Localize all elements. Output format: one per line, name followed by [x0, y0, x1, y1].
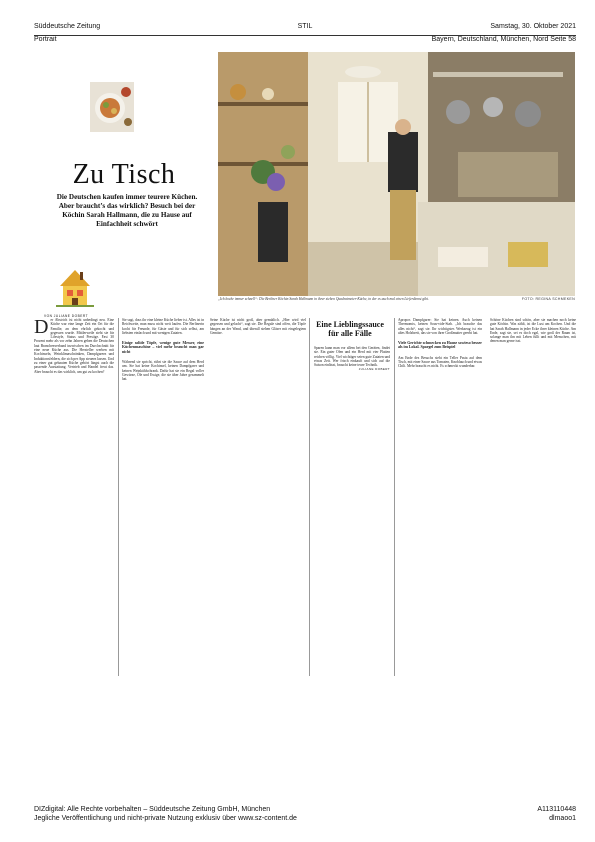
rights-notice: DIZdigital: Alle Rechte vorbehalten – Süddeutsche Zeitung GmbH, München — [34, 806, 271, 813]
col2-text: Sie sagt, dass ihr eine kleine Küche lieber ist. Alles ist in Reichweite, man muss nicht weit laufen. Die Berlinerin kocht für Freunde, für Gäste und für sich selbst, am liebsten einfach und mit wenigen Zutaten. — [122, 318, 204, 335]
article-teaser: Die Deutschen kaufen immer teurere Küchen. Aber braucht’s das wirklich? Besuch bei der Köchin Sarah Hallmann, die zu Hause auf Einfachheit schwört — [56, 193, 198, 228]
page-header — [34, 23, 576, 34]
col5b-text: Am Ende des Besuchs steht ein Teller Pasta auf dem Tisch, mit einer Sauce aus Tomaten, Knoblauch und etwas Chili. Mehr braucht es nicht. Es schmeckt wunderbar. — [398, 355, 482, 369]
photo-credit: FOTO: REGINA SCHMEKEN — [521, 297, 575, 301]
text-column-5 — [398, 318, 482, 369]
drop-cap: D — [34, 316, 49, 338]
byline: VON JULIANE DOBERT — [44, 314, 89, 318]
column-divider — [118, 318, 119, 676]
text-column-1 — [34, 318, 114, 374]
document-id: A113110448 — [537, 806, 576, 813]
edition-info: Bayern, Deutschland, München, Nord Seite 58 — [431, 36, 576, 43]
document-code: dlmaoo1 — [549, 815, 576, 822]
col5-text: Apropos Dampfgarer: Sie hat keinen. Auch keinen Thermomix, keinen Sous-vide-Stab. „Ich brauche das alles nicht“, sagt sie. Ihr wichtigstes Werkzeug ist ein altes Holzbrett, das sie von ihrer Großmutter geerbt hat. — [398, 318, 482, 335]
box-author: JULIANE DOBERT — [358, 367, 390, 372]
text-column-3 — [210, 318, 306, 335]
section-name: STIL — [297, 23, 313, 30]
subheading-1: Einige solide Töpfe, wenige gute Messer, eine Küchenmaschine – viel mehr braucht man gar nicht — [122, 341, 204, 354]
column-divider — [309, 318, 310, 676]
column-divider — [394, 318, 395, 676]
text-column-2 — [122, 318, 204, 382]
house-illustration — [56, 266, 94, 310]
text-column-6 — [490, 318, 576, 344]
food-plate-image — [90, 82, 134, 132]
article-title: Zu Tisch — [72, 159, 176, 190]
col6-text: Schöne Küchen sind schön, aber sie machen noch keine gute Köchin. Was zählt, ist die Lust am Kochen. Und die hat Sarah Hallmann in jeder Ecke ihrer kleinen Küche. Am Ende, sagt sie, sei es doch egal, wie groß der Raum ist, solange man ihn mit Leben füllt und mit Menschen, mit denen man gerne isst. — [490, 318, 576, 344]
newspaper-name: Süddeutsche Zeitung — [34, 23, 101, 30]
col3-text: Seine Küche ist nicht groß, aber gemütlich. „Hier wird viel gegessen und gelacht“, sagt sie. Die Regale sind offen, die Töpfe hängen an der Wand, und überall stehen Gläser mit eingelegtem Gemüse. — [210, 318, 306, 335]
usage-notice: Jegliche Veröffentlichung und nicht-private Nutzung exklusiv über www.sz-content.de — [34, 815, 297, 822]
subheading-2: Viele Gerichte schmecken zu Hause sowieso besser als im Lokal. Spargel zum Beispiel — [398, 341, 482, 350]
caption-text: „Ich koche immer schnell“: Die Berliner Köchin Sarah Hallmann in ihrer sieben Quadratmeter-Küche, in der es auch mal einen Lieferdienst gibt. — [218, 297, 429, 301]
rubric: Portrait — [34, 36, 57, 43]
col1-text: er Abstrich ist nicht unbedingt neu. Eine Küche war eine lange Zeit ein Ort für die Familie, an dem ehrlich gekocht und gegessen wurde. Mittlerweile steht sie für Lifestyle, Status und Prestige. Fast 30 Prozent mehr als vor zehn Jahren geben die Deutschen laut Branchenverband inzwischen im Durchschnitt für eine neue Küche aus. Die Hersteller werben mit Kochinseln, Weinklimaschränken, Dampfgarern und Induktionsfeldern, die sich per App steuern lassen. Und zu einer gut gebauten Küche gehört längst auch die passende Ausstattung. Vertrieb und Handel freut das. Aber braucht es das wirklich, um gut zu kochen? — [34, 318, 114, 374]
photo-caption — [218, 297, 575, 301]
kitchen-photo — [218, 52, 575, 296]
recipe-box — [314, 346, 390, 372]
col4-text: Sparen kann man vor allem bei den Geräten, findet sie. Ein guter Ofen und ein Herd mit vier Platten reichen völlig. Viel wichtiger seien gute Zutaten und etwas Zeit. Wer frisch einkauft und sich auf die Saison einlässt, braucht keine teure Technik. — [314, 346, 390, 368]
issue-date: Samstag, 30. Oktober 2021 — [490, 23, 576, 30]
col2b-text: Während sie spricht, rührt sie die Sauce auf dem Herd um. Sie hat keine Kochinsel, keinen Dampfgarer und keinen Weinkühlschrank. Dafür hat sie ein Regal voller Gewürze, Öle und Essige, die sie über Jahre gesammelt hat. — [122, 360, 204, 382]
page-subheader — [34, 35, 576, 48]
box-title: Eine Lieblingssauce für alle Fälle — [316, 320, 384, 338]
